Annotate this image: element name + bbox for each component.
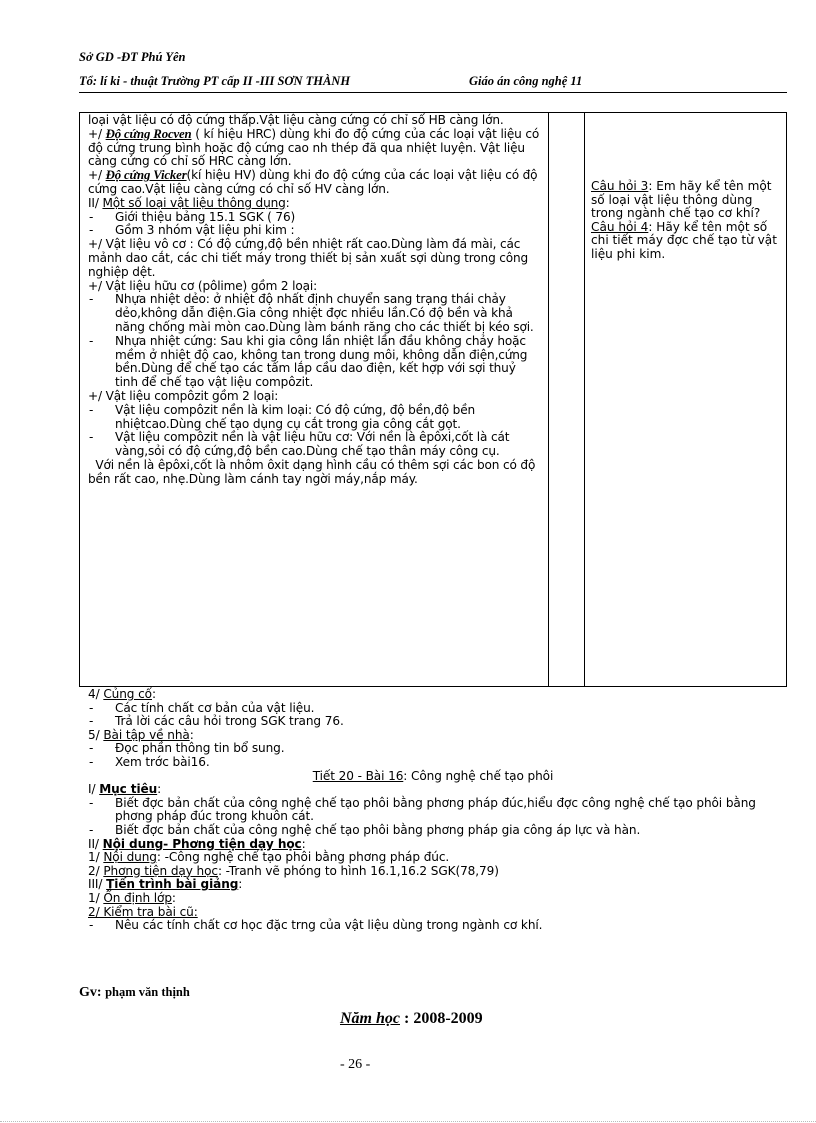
prefix: 1/ bbox=[88, 890, 104, 905]
sub-heading bbox=[88, 892, 778, 906]
question-3 bbox=[591, 180, 779, 221]
list-item: - Trả lời các câu hỏi trong SGK trang 76. bbox=[88, 715, 778, 729]
list-item: - Đọc phần thông tin bổ sung. bbox=[88, 742, 778, 756]
list-item: - Xem trớc bài16. bbox=[88, 756, 778, 770]
heading: 2/ Kiểm tra bài cũ: bbox=[88, 904, 198, 919]
lesson-body bbox=[88, 688, 778, 933]
list-item: - Các tính chất cơ bản của vật liệu. bbox=[88, 702, 778, 716]
prefix: II/ bbox=[88, 195, 103, 210]
prefix: +/ bbox=[88, 126, 106, 141]
list-item: - Vật liệu compôzit nền là vật liệu hữu cơ: Với nền là êpôxi,cốt là cát vàng,sỏi có độ cứng,độ bền cao.Dùng chế tạo thân máy công cụ. bbox=[88, 431, 540, 459]
year-value: : 2008-2009 bbox=[400, 1010, 483, 1027]
section-heading bbox=[88, 729, 778, 743]
heading: Nội dung bbox=[103, 850, 157, 865]
text: ( kí hiệu HRC) dùng khi đo độ cứng của các loại vật liệu có độ cứng trung bình hoặc độ cứng cao nh thép đã qua nhiệt luyện. Vật liệu càng cứng có chỉ số HRC càng lớn. bbox=[88, 126, 540, 169]
heading: Một số loại vật liệu thông dụng bbox=[102, 195, 286, 210]
teacher-line bbox=[79, 985, 190, 1001]
term: Độ cứng Rocven bbox=[105, 126, 192, 141]
heading: Ổn định lớp bbox=[103, 890, 172, 905]
heading: Nội dung- Phơng tiện dạy học bbox=[102, 836, 302, 851]
table-divider-2 bbox=[584, 112, 585, 686]
list-item: - Giới thiệu bảng 15.1 SGK ( 76) bbox=[88, 211, 540, 225]
section-heading bbox=[88, 838, 778, 852]
prefix: 2/ bbox=[88, 863, 104, 878]
suffix: : bbox=[171, 890, 176, 905]
heading: Tiến trình bài giảng bbox=[106, 877, 239, 892]
section-heading bbox=[88, 688, 778, 702]
list-item: - Nhựa nhiệt cứng: Sau khi gia công lần nhiệt lần đầu không chảy hoặc mềm ở nhiệt độ cao, không tan trong dung môi, không dẫn điện,cứng bền.Dùng để chế tạo các tấm lắp cầu dao điện, kết hợp với sợi thuỷ tinh để chế tạo vật liệu compôzit. bbox=[88, 335, 540, 390]
list-item: - Nhựa nhiệt dẻo: ở nhiệt độ nhất định chuyển sang trạng thái chảy dẻo,không dẫn điện.Gia công nhiệt đợc nhiều lần.Có độ bền và khả năng chống mài mòn cao.Dùng làm bánh răng cho các thiết bị kéo sợi. bbox=[88, 293, 540, 334]
prefix: II/ bbox=[88, 836, 103, 851]
prefix: 1/ bbox=[88, 850, 104, 865]
list-item: - Nêu các tính chất cơ học đặc trng của vật liệu dùng trong ngành cơ khí. bbox=[88, 919, 778, 933]
table-divider-1 bbox=[548, 112, 549, 686]
year-label: Năm học bbox=[340, 1010, 400, 1027]
header-line2 bbox=[79, 74, 583, 89]
question-text: : Em hãy kể tên một số loại vật liệu thông dùng trong ngành chế tạo cơ khí? bbox=[591, 179, 772, 221]
text: : -Công nghệ chế tạo phôi bằng phơng pháp đúc. bbox=[156, 850, 450, 865]
header-department: Tổ: lí ki - thuật Trường PT cấp II -III SƠN THÀNH bbox=[79, 74, 351, 88]
paragraph-rocven bbox=[88, 128, 540, 169]
sub-heading bbox=[88, 851, 778, 865]
header-rule bbox=[79, 92, 787, 93]
section-heading bbox=[88, 197, 540, 211]
section-heading bbox=[88, 783, 778, 797]
sub-heading bbox=[88, 865, 778, 879]
lesson-number: Tiết 20 - Bài 16 bbox=[312, 768, 404, 783]
paragraph: +/ Vật liệu vô cơ : Có độ cứng,độ bền nhiệt rất cao.Dùng làm đá mài, các mảnh dao cắt, các chi tiết máy trong thiết bị sản xuất sợi dùng trong công nghiệp dệt. bbox=[88, 237, 529, 279]
page-bottom-border bbox=[0, 1121, 816, 1122]
paragraph-vicker bbox=[88, 169, 540, 197]
paragraph: +/ Vật liệu hữu cơ (pôlime) gồm 2 loại: bbox=[88, 278, 318, 293]
text: : -Tranh vẽ phóng to hình 16.1,16.2 SGK(78,79) bbox=[217, 863, 499, 878]
question-text: : Hãy kể tên một số chi tiết máy đợc chế tạo từ vật liệu phi kim. bbox=[591, 219, 777, 261]
question-label: Câu hỏi 4 bbox=[591, 219, 649, 234]
table-content-cell bbox=[88, 114, 540, 487]
lesson-title bbox=[88, 770, 778, 784]
page-number: - 26 - bbox=[340, 1057, 371, 1072]
heading: Mục tiêu bbox=[99, 782, 158, 797]
paragraph: loại vật liệu có độ cứng thấp.Vật liệu càng cứng có chỉ số HB càng lớn. bbox=[88, 113, 504, 127]
header-doc-title: Giáo án công nghệ 11 bbox=[469, 74, 583, 88]
list-item: - Vật liệu compôzit nền là kim loại: Có độ cứng, độ bền,độ bền nhiệtcao.Dùng chế tạo dụng cụ cắt trong gia công cắt gọt. bbox=[88, 404, 540, 432]
suffix: : bbox=[285, 195, 290, 210]
suffix: : bbox=[301, 836, 306, 851]
suffix: : bbox=[157, 782, 162, 797]
table-questions-cell bbox=[591, 180, 779, 262]
section-heading bbox=[88, 878, 778, 892]
sub-heading bbox=[88, 906, 778, 920]
prefix: +/ bbox=[88, 168, 106, 183]
text: (kí hiệu HV) dùng khi đo độ cứng của các loại vật liệu có độ cứng cao.Vật liệu càng cứng có chỉ số HV càng lớn. bbox=[88, 168, 538, 196]
heading: Củng cố bbox=[103, 687, 152, 701]
list-item: - Gồm 3 nhóm vật liệu phi kim : bbox=[88, 224, 540, 238]
teacher-label: Gv: bbox=[79, 985, 106, 1000]
paragraph: Với nền là êpôxi,cốt là nhôm ôxit dạng hình cầu có thêm sợi các bon có độ bền rất cao, nhẹ.Dùng làm cánh tay ngời máy,nắp máy. bbox=[88, 457, 539, 486]
prefix: III/ bbox=[88, 877, 107, 892]
suffix: : bbox=[238, 877, 243, 892]
heading: Phơng tiện dạy học bbox=[103, 863, 218, 878]
prefix: I/ bbox=[88, 782, 100, 797]
lesson-name: : Công nghệ chế tạo phôi bbox=[403, 768, 554, 783]
header-school: Sở GD -ĐT Phú Yên bbox=[79, 50, 186, 64]
question-4 bbox=[591, 221, 779, 262]
school-year bbox=[340, 1010, 483, 1028]
prefix: 4/ bbox=[88, 687, 104, 701]
suffix: : bbox=[189, 727, 194, 742]
teacher-name: phạm văn thịnh bbox=[105, 985, 190, 999]
heading: Bài tập về nhà bbox=[103, 727, 190, 742]
term: Độ cứng Vicker bbox=[105, 168, 187, 183]
list-item: - Biết đợc bản chất của công nghệ chế tạo phôi bằng phơng pháp gia công áp lực và hàn. bbox=[88, 824, 778, 838]
suffix: : bbox=[151, 687, 156, 701]
list-item: - Biết đợc bản chất của công nghệ chế tạo phôi bằng phơng pháp đúc,hiểu đợc công nghệ chế tạo phôi bằng phơng pháp đúc trong khuôn cát. bbox=[88, 797, 778, 824]
question-label: Câu hỏi 3 bbox=[591, 179, 649, 193]
paragraph: +/ Vật liệu compôzit gồm 2 loại: bbox=[88, 388, 279, 403]
prefix: 5/ bbox=[88, 727, 104, 742]
